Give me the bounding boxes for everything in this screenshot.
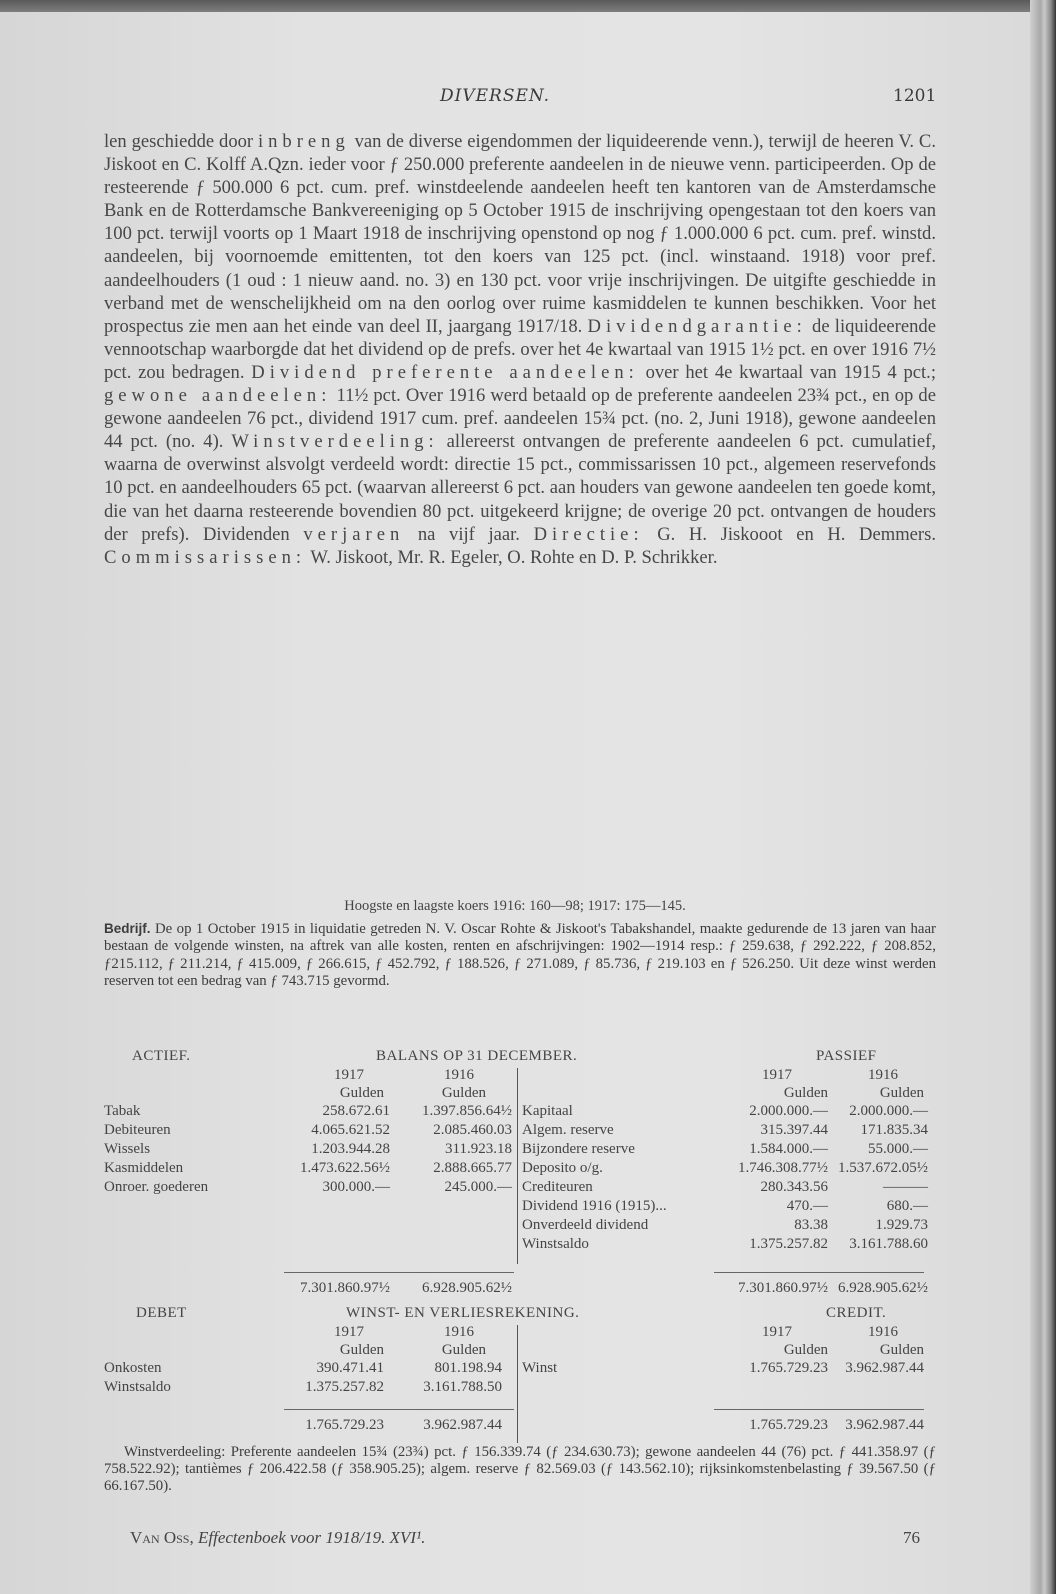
value-1917: 2.000.000.— bbox=[749, 1103, 828, 1119]
spaced-heading: verjaren bbox=[303, 523, 405, 545]
footer-signature: 76 bbox=[903, 1528, 920, 1547]
credit-header: CREDIT. bbox=[826, 1305, 887, 1321]
value-1917: 280.343.56 bbox=[760, 1179, 828, 1195]
passief-row bbox=[104, 1217, 928, 1235]
value-1917: 1.746.308.77½ bbox=[738, 1160, 828, 1176]
value-1916: 2.888.665.77 bbox=[433, 1160, 512, 1176]
row-label: Crediteuren bbox=[522, 1179, 593, 1195]
pl-year-1917-right: 1917 bbox=[762, 1324, 792, 1340]
passief-row bbox=[104, 1103, 928, 1121]
unit-1916-right: Gulden bbox=[879, 1085, 924, 1101]
value-1916: 171.835.34 bbox=[860, 1122, 928, 1138]
unit-1916: Gulden bbox=[441, 1085, 486, 1101]
unit-1917: Gulden bbox=[339, 1085, 384, 1101]
footer-book: Effectenboek voor 1918/19. bbox=[197, 1528, 386, 1547]
pl-unit-1917-right: Gulden bbox=[783, 1342, 828, 1358]
year-1917-right: 1917 bbox=[762, 1067, 792, 1083]
balance-sheet bbox=[104, 1048, 928, 1298]
row-label: Debiteuren bbox=[104, 1122, 171, 1138]
body-run: len geschiedde door bbox=[104, 131, 258, 152]
spaced-heading: Dividend preferente aandeelen: bbox=[251, 361, 639, 383]
credit-total-1917: 1.765.729.23 bbox=[749, 1417, 828, 1433]
debet-total-1917: 1.765.729.23 bbox=[305, 1417, 384, 1433]
profit-loss-statement bbox=[104, 1305, 924, 1440]
actief-header: ACTIEF. bbox=[132, 1048, 191, 1064]
spaced-heading: inbreng bbox=[257, 131, 350, 152]
value-1917: 1.375.257.82 bbox=[749, 1236, 828, 1252]
total-rule-left bbox=[284, 1272, 514, 1273]
pl-year-1916-right: 1916 bbox=[868, 1324, 898, 1340]
value-1916: 3.161.788.50 bbox=[423, 1379, 502, 1395]
body-run: allereerst ontvangen de preferente aandeelen 6 pct. cumulatief, waarna de overwinst alsvolgt verdeeld wordt: directie 15 pct., commissarissen 10 pct., algemeen reservefonds 10 pct. en aandeelhouders 65 pct. (waarvan allereerst 6 pct. aan houders van gewone aandeelen ten goede komt, die van het daarna resteerende bovendien 80 pct. uitgekeerd krijgne; de overige 20 pct. ontvangen de houders der prefs). Dividenden bbox=[104, 431, 936, 545]
value-1916: 1.397.856.64½ bbox=[422, 1103, 512, 1119]
pl-unit-1917: Gulden bbox=[339, 1342, 384, 1358]
value-1916: 55.000.— bbox=[868, 1141, 928, 1157]
footer-volume: XVI¹. bbox=[389, 1528, 426, 1547]
profit-distribution: Winstverdeeling: Preferente aandeelen 15¾ (23¾) pct. ƒ 156.339.74 (ƒ 234.630.73); gewone aandeelen 44 (76) pct. ƒ 441.358.97 (ƒ 758.522.92); tantièmes ƒ 206.422.58 (ƒ 358.905.25); algem. reserve ƒ 82.569.03 (ƒ 143.562.10); rijksinkomstenbelasting ƒ 39.567.50 (ƒ 66.167.50). bbox=[104, 1444, 936, 1495]
value-1916: 2.000.000.— bbox=[849, 1103, 928, 1119]
business-text: De op 1 October 1915 in liquidatie getreden N. V. Oscar Rohte & Jiskoot's Tabakshandel, maakte gedurende de 13 jaren van haar bestaan de volgende winsten, na aftrek van alle kosten, renten en afschrijvingen: 1902—1914 resp.: ƒ 259.638, ƒ 292.222, ƒ 208.852, ƒ215.112, ƒ 211.214, ƒ 415.009, ƒ 266.615, ƒ 452.792, ƒ 188.526, ƒ 271.089, ƒ 85.736, ƒ 219.103 en ƒ 526.250. Uit deze winst werden reserven tot een bedrag van ƒ 743.715 gevormd. bbox=[104, 921, 936, 990]
passief-total-1917: 7.301.860.97½ bbox=[738, 1280, 828, 1296]
passief-row bbox=[104, 1122, 928, 1140]
value-1916: ——— bbox=[883, 1179, 928, 1195]
value-1916: 3.962.987.44 bbox=[845, 1360, 924, 1376]
body-run: W. Jiskoot, Mr. R. Egeler, O. Rohte en D. P. Schrikker. bbox=[306, 546, 718, 568]
body-run: over het 4e kwartaal van 1915 4 pct.; bbox=[638, 361, 936, 383]
unit-1917-right: Gulden bbox=[783, 1085, 828, 1101]
passief-row bbox=[104, 1141, 928, 1159]
value-1917: 1.584.000.— bbox=[749, 1141, 828, 1157]
row-label: Winstsaldo bbox=[104, 1379, 171, 1395]
value-1916: 3.161.788.60 bbox=[849, 1236, 928, 1252]
year-1916-right: 1916 bbox=[868, 1067, 898, 1083]
row-label: Winstsaldo bbox=[522, 1236, 589, 1252]
value-1916: 680.— bbox=[886, 1198, 928, 1214]
year-1917: 1917 bbox=[334, 1067, 364, 1083]
spaced-heading: Dividendgarantie: bbox=[587, 315, 807, 337]
body-run: 11½ pct. Over 1916 werd betaald op de preferente aandeelen 23¾ pct., en op de gewone aandeelen 76 pct., dividend 1917 cum. pref. aandeelen 15¾ pct. (no. 2, Juni 1918), gewone aandeelen 44 pct. (no. 4). bbox=[104, 385, 936, 453]
debet-row bbox=[104, 1379, 924, 1397]
actief-total-1917: 7.301.860.97½ bbox=[300, 1280, 390, 1296]
debet-header: DEBET bbox=[136, 1305, 187, 1321]
body-run: G. H. Jiskooot en H. Demmers. bbox=[643, 523, 936, 545]
pl-unit-1916: Gulden bbox=[441, 1342, 486, 1358]
row-label: Dividend 1916 (1915)... bbox=[522, 1198, 667, 1214]
value-1917: 1.203.944.28 bbox=[311, 1141, 390, 1157]
value-1917: 258.672.61 bbox=[322, 1103, 390, 1119]
company-description bbox=[104, 130, 936, 569]
body-run: van de diverse eigendommen der liquideerende venn.), terwijl de heeren V. C. Jiskoot en C. Kolff A.Qzn. ieder voor ƒ 250.000 preferente aandeelen in de nieuwe venn. participeerden. Op de resteerende ƒ 500.000 6 pct. cum. pref. winstdeelende aandeelen heeft ten kantoren van de Amsterdamsche Bank en de Rotterdamsche Bankvereeniging op 5 October 1915 de inschrijving opengestaan tot den koers van 100 pct. terwijl voorts op 1 Maart 1918 de inschrijving openstond op nog ƒ 1.000.000 6 pct. cum. pref. winstd. aandeelen, bij voornoemde emittenten, tot den koers van 125 pct. (incl. winstaand. 1918) voor pref. aandeelhouders (1 oud : 1 nieuw aand. no. 3) en 130 pct. voor vrije inschrijvingen. De uitgifte geschiedde in verband met de wenschelijkheid om na den oorlog over ruime kasmiddelen te kunnen beschikken. Voor het prospectus zie men aan het einde van deel II, jaargang 1917/18. bbox=[104, 131, 936, 337]
year-1916: 1916 bbox=[444, 1067, 474, 1083]
total-rule-right bbox=[714, 1272, 924, 1273]
value-1916: 1.537.672.05½ bbox=[838, 1160, 928, 1176]
row-label: Kasmiddelen bbox=[104, 1160, 184, 1176]
value-1917: 315.397.44 bbox=[760, 1122, 828, 1138]
pl-unit-1916-right: Gulden bbox=[879, 1342, 924, 1358]
row-label: Onkosten bbox=[104, 1360, 162, 1376]
value-1916: 801.198.94 bbox=[434, 1360, 502, 1376]
section-title: DIVERSEN. bbox=[440, 86, 551, 106]
credit-total-1916: 3.962.987.44 bbox=[845, 1417, 924, 1433]
row-label: Winst bbox=[522, 1360, 558, 1376]
price-range-line: Hoogste en laagste koers 1916: 160—98; 1917: 175—145. bbox=[344, 898, 686, 914]
row-label: Tabak bbox=[104, 1103, 141, 1119]
value-1917: 470.— bbox=[786, 1198, 828, 1214]
pl-title: WINST- EN VERLIESREKENING. bbox=[346, 1305, 580, 1321]
value-1917: 1.473.622.56½ bbox=[300, 1160, 390, 1176]
debet-total-1916: 3.962.987.44 bbox=[423, 1417, 502, 1433]
pl-total-rule-left bbox=[284, 1409, 514, 1410]
value-1917: 1.765.729.23 bbox=[749, 1360, 828, 1376]
row-label: Kapitaal bbox=[522, 1103, 573, 1119]
row-label: Wissels bbox=[104, 1141, 151, 1157]
spaced-heading: gewone aandeelen: bbox=[104, 385, 332, 407]
business-label: Bedrijf. bbox=[104, 921, 151, 936]
pl-year-1916: 1916 bbox=[444, 1324, 474, 1340]
pl-total-rule-right bbox=[714, 1409, 924, 1410]
passief-total-1916: 6.928.905.62½ bbox=[838, 1280, 928, 1296]
passief-row bbox=[104, 1198, 928, 1216]
value-1916: 245.000.— bbox=[444, 1179, 512, 1195]
page-number: 1201 bbox=[893, 86, 937, 106]
value-1916: 1.929.73 bbox=[875, 1217, 928, 1233]
passief-row bbox=[104, 1236, 928, 1254]
business-paragraph bbox=[104, 920, 936, 991]
spaced-heading: Commissarissen: bbox=[104, 546, 307, 568]
spaced-heading: Directie: bbox=[533, 523, 644, 545]
body-run: na vijf jaar. bbox=[404, 523, 534, 545]
scan-right-edge bbox=[1030, 0, 1056, 1594]
value-1917: 300.000.— bbox=[322, 1179, 390, 1195]
value-1917: 83.38 bbox=[794, 1217, 828, 1233]
running-head bbox=[0, 86, 1030, 110]
pl-year-1917: 1917 bbox=[334, 1324, 364, 1340]
passief-header: PASSIEF bbox=[816, 1048, 877, 1064]
value-1917: 390.471.41 bbox=[316, 1360, 384, 1376]
value-1917: 1.375.257.82 bbox=[305, 1379, 384, 1395]
row-label: Bijzondere reserve bbox=[522, 1141, 635, 1157]
row-label: Onroer. goederen bbox=[104, 1179, 209, 1195]
value-1917: 4.065.621.52 bbox=[311, 1122, 390, 1138]
credit-row bbox=[104, 1360, 924, 1378]
passief-row bbox=[104, 1160, 928, 1178]
row-label: Algem. reserve bbox=[522, 1122, 614, 1138]
balance-title: BALANS OP 31 DECEMBER. bbox=[376, 1048, 578, 1064]
actief-total-1916: 6.928.905.62½ bbox=[422, 1280, 512, 1296]
value-1916: 2.085.460.03 bbox=[433, 1122, 512, 1138]
spaced-heading: Winstverdeeling: bbox=[231, 431, 439, 453]
passief-row bbox=[104, 1179, 928, 1197]
body-run: de liquideerende vennootschap waarborgde dat het dividend op de prefs. over het 4e kwartaal van 1915 1½ pct. en over 1916 7½ pct. zou bedragen. bbox=[104, 315, 936, 383]
value-1916: 311.923.18 bbox=[445, 1141, 512, 1157]
footer-author: Van Oss, bbox=[130, 1528, 194, 1547]
row-label: Onverdeeld dividend bbox=[522, 1217, 649, 1233]
page-footer bbox=[130, 1528, 920, 1548]
row-label: Deposito o/g. bbox=[522, 1160, 603, 1176]
